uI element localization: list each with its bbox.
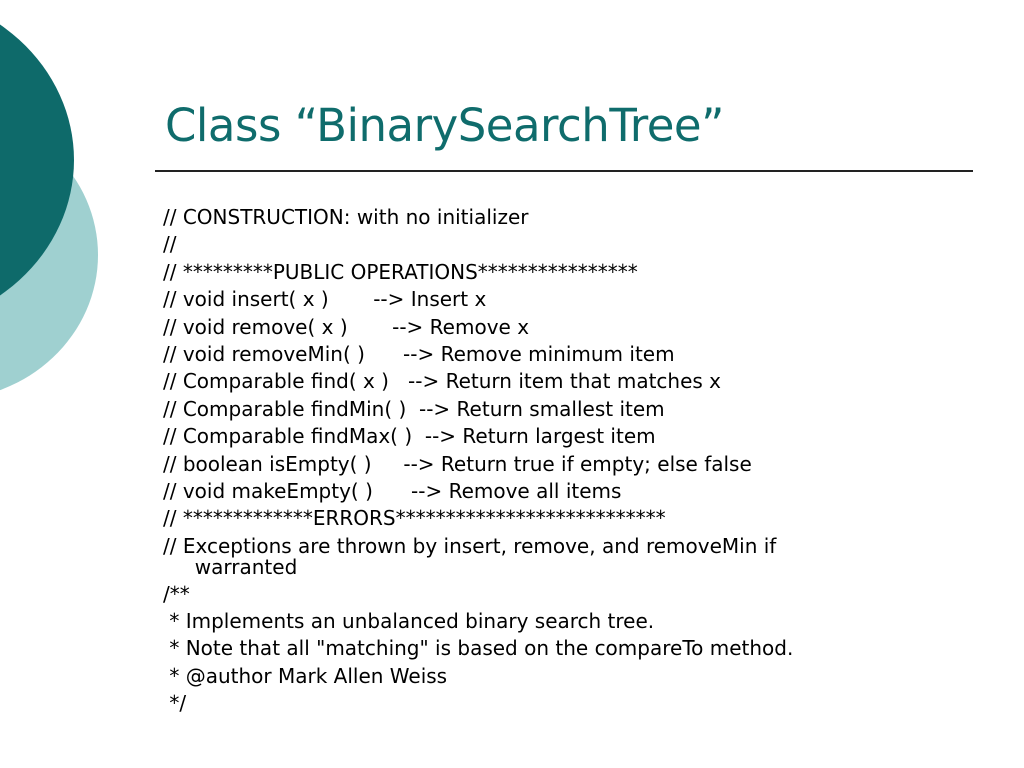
code-line: // *************ERRORS*************************** <box>163 506 666 531</box>
code-line: // boolean isEmpty( ) --> Return true if empty; else false <box>163 451 752 476</box>
code-line: // *********PUBLIC OPERATIONS**************** <box>163 259 638 284</box>
slide-title: Class “BinarySearchTree” <box>165 99 724 152</box>
code-line: // void insert( x ) --> Insert x <box>163 287 487 312</box>
code-line: // Comparable find( x ) --> Return item that matches x <box>163 369 722 394</box>
code-line: // Comparable findMin( ) --> Return smallest item <box>163 396 665 421</box>
code-line: * Implements an unbalanced binary search tree. <box>163 609 655 634</box>
code-line: * @author Mark Allen Weiss <box>163 663 448 688</box>
code-line: */ <box>163 691 187 716</box>
code-line: // void removeMin( ) --> Remove minimum item <box>163 341 675 366</box>
code-line: * Note that all "matching" is based on the compareTo method. <box>163 636 794 661</box>
title-divider <box>155 170 973 172</box>
code-line: // Exceptions are thrown by insert, remove, and removeMin if warranted <box>163 533 777 579</box>
code-line: // Comparable findMax( ) --> Return largest item <box>163 424 656 449</box>
code-line: // <box>163 232 177 257</box>
code-line: // void remove( x ) --> Remove x <box>163 314 530 339</box>
code-comment-block <box>163 204 923 718</box>
code-line: /** <box>163 581 190 606</box>
code-line: // CONSTRUCTION: with no initializer <box>163 205 529 229</box>
code-line: // void makeEmpty( ) --> Remove all items <box>163 478 622 503</box>
